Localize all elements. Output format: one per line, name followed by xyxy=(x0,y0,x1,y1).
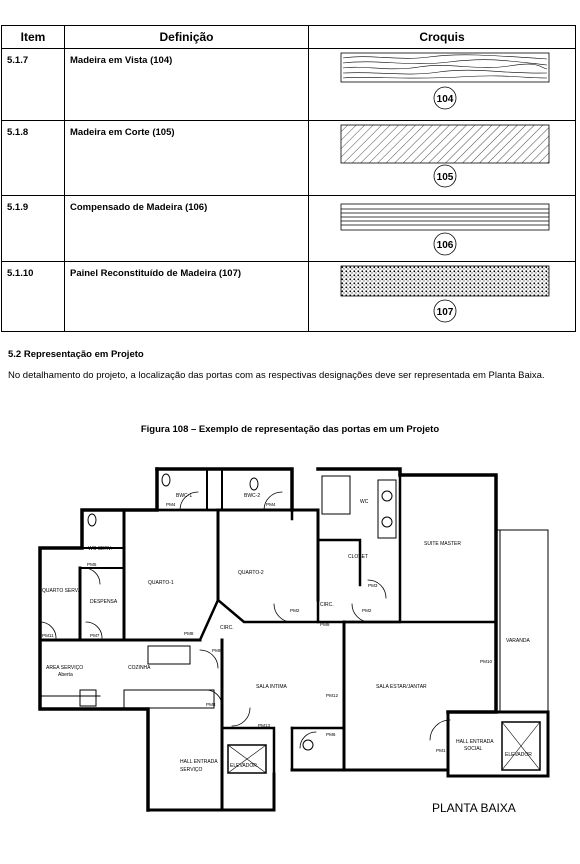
room-label: SOCIAL xyxy=(464,746,483,752)
plan-title: PLANTA BAIXA xyxy=(432,801,516,815)
room-label: AREA SERVIÇO xyxy=(46,665,84,671)
room-label: ELEVADOR xyxy=(230,763,257,769)
door-label: PM2 xyxy=(290,608,300,613)
row-item: 5.1.9 xyxy=(7,202,29,213)
room-label: WC xyxy=(360,499,369,505)
figure-caption: Figura 108 – Exemplo de representação das portas em um Projeto xyxy=(140,424,440,435)
room-label: QUARTO SERV. xyxy=(42,588,80,594)
row-definition: Painel Reconstituído de Madeira (107) xyxy=(70,268,242,279)
door-label: PM7 xyxy=(90,633,100,638)
table-header-row xyxy=(2,26,576,49)
hatching-legend-table xyxy=(1,25,576,332)
section-title: 5.2 Representação em Projeto xyxy=(8,349,144,360)
header-definition: Definição xyxy=(65,26,309,49)
room-label: VARANDA xyxy=(506,638,530,644)
door-label: PM2 xyxy=(362,608,372,613)
door-label: PM13 xyxy=(258,723,271,728)
room-label: ELEVADOR xyxy=(505,752,532,758)
row-item: 5.1.10 xyxy=(7,268,34,279)
room-label: SALA ESTAR/JANTAR xyxy=(376,684,427,690)
door-label: PM12 xyxy=(326,693,339,698)
reconstituted-panel-symbol xyxy=(309,262,575,328)
door-label: PM8 xyxy=(206,702,216,707)
door-label: PM10 xyxy=(480,659,493,664)
room-label: CLOSET xyxy=(348,554,369,560)
row-definition: Madeira em Corte (105) xyxy=(70,127,175,138)
door-label: PM4 xyxy=(266,502,276,507)
door-label: PM4 xyxy=(166,502,176,507)
header-croquis: Croquis xyxy=(309,26,576,49)
door-label: PM1 xyxy=(436,748,446,753)
table-row xyxy=(2,196,576,262)
room-label: Aberta xyxy=(58,672,73,678)
door-label: PM9 xyxy=(320,622,330,627)
room-label: WC SERV. xyxy=(88,546,113,552)
door-label: PM8 xyxy=(184,631,194,636)
room-label: SALA INTIMA xyxy=(256,684,287,690)
symbol-number: 104 xyxy=(436,94,454,105)
floor-plan xyxy=(0,460,580,864)
door-label: PM3 xyxy=(368,583,378,588)
room-label: CIRC. xyxy=(320,602,334,608)
wood-grain-symbol xyxy=(309,49,575,117)
header-item: Item xyxy=(2,26,65,49)
row-item: 5.1.7 xyxy=(7,55,29,66)
room-label: SUITE MASTER xyxy=(424,541,461,547)
door-label: PM6 xyxy=(326,732,336,737)
room-label: DESPENSA xyxy=(90,599,118,605)
row-definition: Madeira em Vista (104) xyxy=(70,55,173,66)
room-label: BWC-2 xyxy=(244,493,261,499)
door-label: PM8 xyxy=(212,648,222,653)
room-label: SERVIÇO xyxy=(180,767,203,773)
row-definition: Compensado de Madeira (106) xyxy=(70,202,208,213)
symbol-number: 105 xyxy=(436,172,454,183)
door-label: PM5 xyxy=(87,562,97,567)
room-label: CIRC. xyxy=(220,625,234,631)
table-row xyxy=(2,262,576,332)
table-row xyxy=(2,121,576,196)
row-item: 5.1.8 xyxy=(7,127,29,138)
table-row xyxy=(2,49,576,121)
symbol-number: 107 xyxy=(436,307,454,318)
symbol-number: 106 xyxy=(436,240,454,251)
room-label: HALL ENTRADA xyxy=(180,759,218,765)
door-label: PM11 xyxy=(42,633,54,638)
room-label: COZINHA xyxy=(128,665,151,671)
plywood-symbol xyxy=(309,196,575,258)
wood-section-symbol xyxy=(309,121,575,192)
room-label: QUARTO-1 xyxy=(148,580,174,586)
room-label: QUARTO-2 xyxy=(238,570,264,576)
room-label: BWC-1 xyxy=(176,493,193,499)
section-paragraph: No detalhamento do projeto, a localização das portas com as respectivas designações deve ser representada em Planta Baixa. xyxy=(8,370,545,381)
room-label: HALL ENTRADA xyxy=(456,739,494,745)
